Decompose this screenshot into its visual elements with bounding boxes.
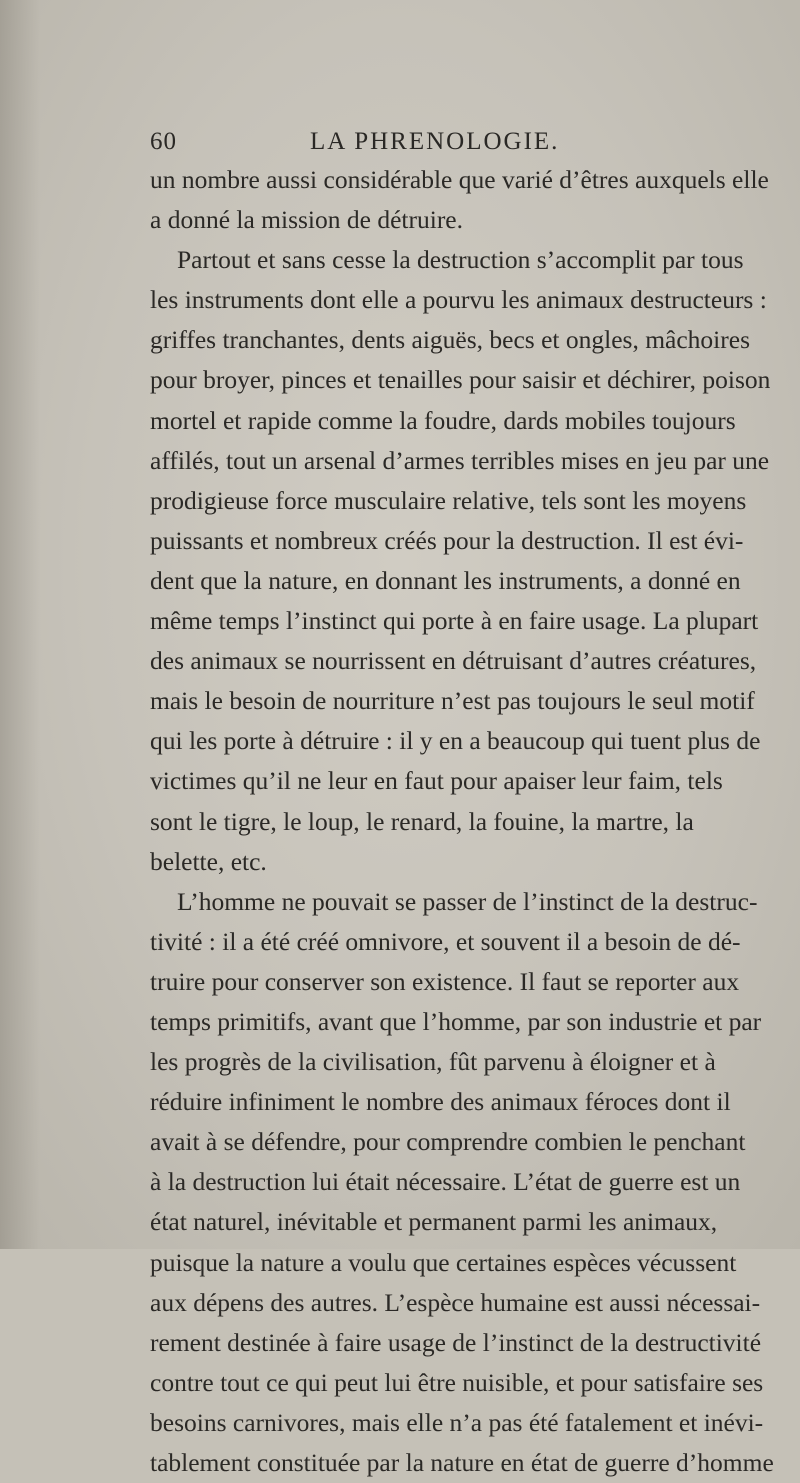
text-line: tablement constituée par la nature en état de guerre d’homme <box>150 1448 774 1477</box>
text-line: puisque la nature a voulu que certaines espèces vécussent <box>150 1247 737 1277</box>
text-line: mortel et rapide comme la foudre, dards mobiles toujours <box>150 405 736 435</box>
body-text <box>150 160 774 1483</box>
text-line: victimes qu’il ne leur en faut pour apaiser leur faim, tels <box>150 766 723 796</box>
text-line: un nombre aussi considérable que varié d’êtres auxquels elle <box>150 165 769 194</box>
text-line: mais le besoin de nourriture n’est pas toujours le seul motif <box>150 686 755 716</box>
text-line: contre tout ce qui peut lui être nuisible, et pour satisfaire ses <box>150 1367 764 1397</box>
text-line: belette, etc. <box>150 846 267 876</box>
page-number: 60 <box>150 128 177 155</box>
text-line: des animaux se nourrissent en détruisant d’autres créatures, <box>150 646 757 676</box>
text-line: Partout et sans cesse la destruction s’accomplit par tous <box>177 245 744 275</box>
text-line: besoins carnivores, mais elle n’a pas été fatalement et inévi- <box>150 1407 764 1437</box>
text-line: même temps l’instinct qui porte à en faire usage. La plupart <box>150 606 759 636</box>
text-line: à la destruction lui était nécessaire. L’état de guerre est un <box>150 1167 741 1197</box>
text-line: L’homme ne pouvait se passer de l’instinct de la destruc- <box>177 886 758 916</box>
text-line: truire pour conserver son existence. Il faut se reporter aux <box>150 966 740 996</box>
text-line: affilés, tout un arsenal d’armes terribles mises en jeu par une <box>150 445 770 475</box>
text-line: griffes tranchantes, dents aiguës, becs et ongles, mâchoires <box>150 325 750 355</box>
running-head: LA PHRENOLOGIE. <box>310 128 560 155</box>
text-line: puissants et nombreux créés pour la destruction. Il est évi- <box>150 525 744 555</box>
text-line: réduire infiniment le nombre des animaux féroces dont il <box>150 1087 731 1117</box>
text-line: aux dépens des autres. L’espèce humaine est aussi nécessai- <box>150 1287 761 1317</box>
text-line: les instruments dont elle a pourvu les animaux destructeurs : <box>150 285 767 315</box>
text-line: temps primitifs, avant que l’homme, par son industrie et par <box>150 1006 762 1036</box>
text-line: tivité : il a été créé omnivore, et souvent il a besoin de dé- <box>150 926 741 956</box>
text-line: sont le tigre, le loup, le renard, la fouine, la martre, la <box>150 806 694 836</box>
text-line: prodigieuse force musculaire relative, tels sont les moyens <box>150 485 747 515</box>
text-line: qui les porte à détruire : il y en a beaucoup qui tuent plus de <box>150 726 761 756</box>
text-line: rement destinée à faire usage de l’instinct de la destructivité <box>150 1327 762 1357</box>
text-line: état naturel, inévitable et permanent parmi les animaux, <box>150 1207 718 1237</box>
text-line: pour broyer, pinces et tenailles pour saisir et déchirer, poison <box>150 365 771 395</box>
text-line: avait à se défendre, pour comprendre combien le penchant <box>150 1127 746 1157</box>
text-line: les progrès de la civilisation, fût parvenu à éloigner et à <box>150 1047 716 1077</box>
page-header <box>150 128 685 160</box>
text-line: a donné la mission de détruire. <box>150 205 463 235</box>
text-line: dent que la nature, en donnant les instruments, a donné en <box>150 565 741 595</box>
